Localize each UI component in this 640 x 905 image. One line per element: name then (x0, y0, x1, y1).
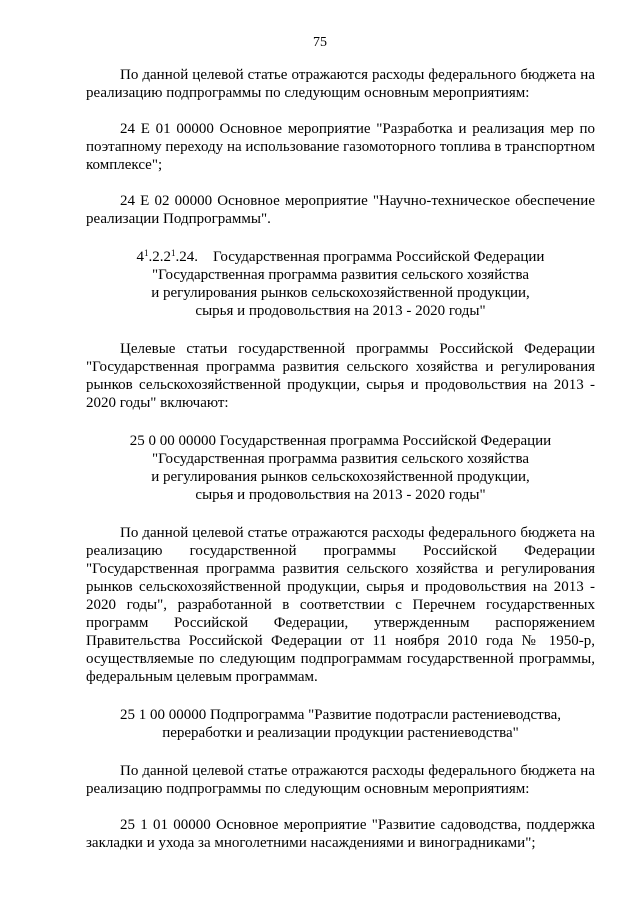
section-heading-program (86, 248, 595, 320)
section-number-part-a: 4 (136, 249, 145, 265)
subprogram-heading-line-2: переработки и реализации продукции растениеводства" (162, 725, 519, 741)
paragraph-activity-24e02: 24 Е 02 00000 Основное мероприятие "Научно-техническое обеспечение реализации Подпрограммы". (86, 193, 595, 227)
paragraph-expenses-intro-1: По данной целевой статье отражаются расходы федерального бюджета на реализацию подпрограммы по следующим основным мероприятиям: (86, 67, 595, 101)
section-number-part-b: .2.2 (148, 249, 172, 265)
page-number: 75 (313, 35, 327, 50)
section-heading-line-3: и регулирования рынков сельскохозяйственной продукции, (151, 285, 530, 301)
target-item-heading-line-2: "Государственная программа развития сельского хозяйства (151, 451, 529, 467)
target-item-heading-line-3: и регулирования рынков сельскохозяйственной продукции, (151, 469, 530, 485)
subprogram-heading-line-1: 25 1 00 00000 Подпрограмма "Развитие подотрасли растениеводства, (119, 707, 562, 723)
section-number-superscript-2: 1 (171, 248, 176, 258)
target-item-heading-25000 (86, 432, 595, 504)
paragraph-expenses-intro-2: По данной целевой статье отражаются расходы федерального бюджета на реализацию подпрограммы по следующим основным мероприятиям: (86, 763, 595, 797)
subprogram-heading-25100 (86, 706, 595, 742)
section-title: Государственная программа Российской Федерации (213, 249, 545, 265)
target-item-heading-line-1: 25 0 00 00000 Государственная программа Российской Федерации (129, 433, 552, 449)
paragraph-activity-24e01: 24 Е 01 00000 Основное мероприятие "Разработка и реализация мер по поэтапному переходу на использование газомоторного топлива в транспортном комплексе"; (86, 121, 595, 173)
target-item-heading-line-4: сырья и продовольствия на 2013 - 2020 годы" (195, 487, 486, 503)
section-heading-line-1 (86, 248, 595, 266)
paragraph-target-items-include: Целевые статьи государственной программы Российской Федерации "Государственная программа развития сельского хозяйства и регулирования рынков сельскохозяйственной продукции, сырья и продовольствия на 2013 - 2020 годы" включают: (86, 341, 595, 411)
section-number-superscript-1: 1 (144, 248, 149, 258)
section-heading-line-4: сырья и продовольствия на 2013 - 2020 годы" (195, 303, 486, 319)
document-body (86, 66, 595, 852)
paragraph-program-expenses: По данной целевой статье отражаются расходы федерального бюджета на реализацию государственной программы Российской Федерации "Государственная программа развития сельского хозяйства и регулирования рынков сельскохозяйственной продукции, сырья и продовольствия на 2013 - 2020 годы", разработанной в соответствии с Перечнем государственных программ Российской Федерации, утвержденным распоряжением Правительства Российской Федерации от 11 ноября 2010 года № 1950-р, осуществляемые по следующим подпрограммам государственной программы, федеральным целевым программам. (86, 525, 595, 685)
section-heading-line-2: "Государственная программа развития сельского хозяйства (151, 267, 529, 283)
section-number-part-c: .24. (175, 249, 199, 265)
paragraph-activity-25101: 25 1 01 00000 Основное мероприятие "Развитие садоводства, поддержка закладки и ухода за многолетними насаждениями и виноградниками"; (86, 817, 595, 851)
